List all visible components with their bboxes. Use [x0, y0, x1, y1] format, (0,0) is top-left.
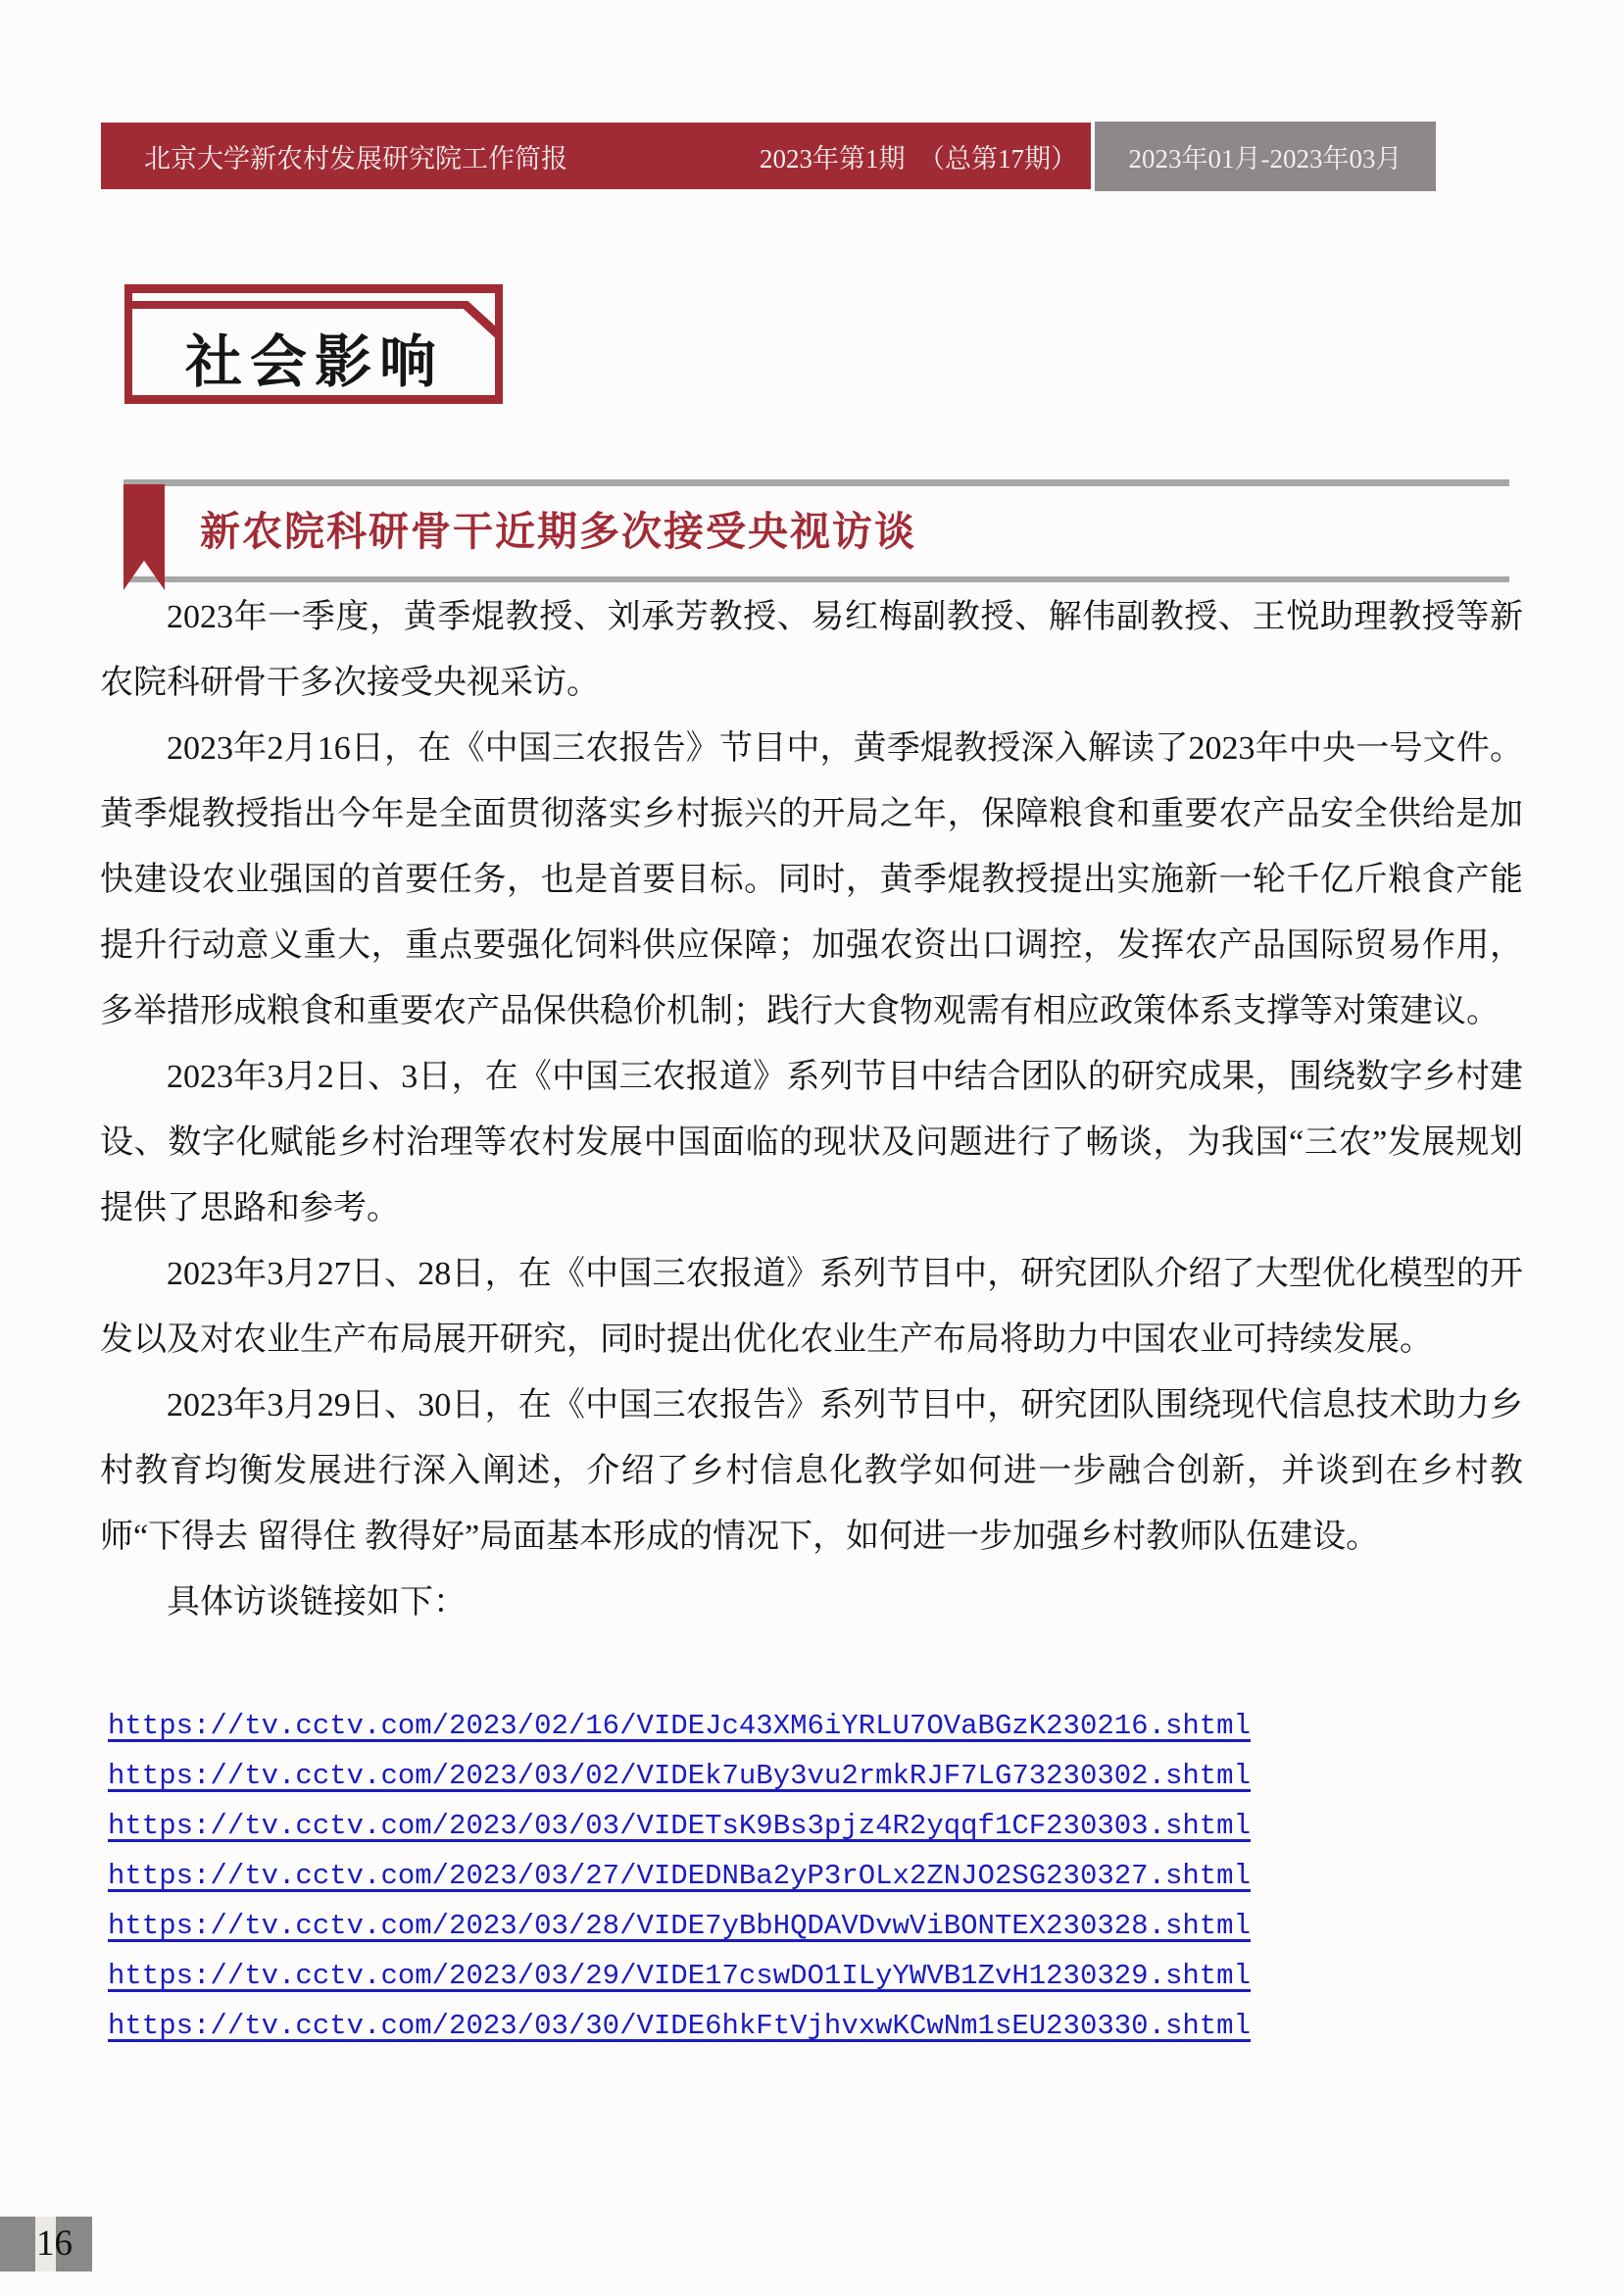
video-link[interactable]: https://tv.cctv.com/2023/03/30/VIDE6hkFtVjhvxwKCwNm1sEU230330.shtml — [108, 2010, 1251, 2042]
period-range: 2023年01月-2023年03月 — [1128, 144, 1403, 174]
article-title: 新农院科研骨干近期多次接受央视访谈 — [200, 509, 916, 554]
issue-number: 2023年第1期 （总第17期） — [760, 143, 1077, 174]
header-rule-top — [123, 479, 1509, 486]
video-link[interactable]: https://tv.cctv.com/2023/03/03/VIDETsK9Bs3pjz4R2yqqf1CF230303.shtml — [108, 1810, 1251, 1842]
page-number-block — [0, 2217, 92, 2271]
video-link[interactable]: https://tv.cctv.com/2023/03/02/VIDEk7uBy3vu2rmkRJF7LG73230302.shtml — [108, 1760, 1251, 1792]
header-rule-bottom — [123, 576, 1509, 582]
video-link[interactable]: https://tv.cctv.com/2023/03/29/VIDE17cswDO1ILyYWVB1ZvH1230329.shtml — [108, 1960, 1251, 1992]
video-link[interactable]: https://tv.cctv.com/2023/03/27/VIDEDNBa2yP3rOLx2ZNJO2SG230327.shtml — [108, 1860, 1251, 1892]
article-paragraph: 2023年3月2日、3日，在《中国三农报道》系列节目中结合团队的研究成果，围绕数字乡村建设、数字化赋能乡村治理等农村发展中国面临的现状及问题进行了畅谈，为我国“三农”发展规划提供了思路和参考。 — [100, 1059, 1523, 1226]
section-banner-title: 社会影响 — [184, 330, 444, 394]
article-paragraph: 2023年3月27日、28日，在《中国三农报道》系列节目中，研究团队介绍了大型优化模型的开发以及对农业生产布局展开研究，同时提出优化农业生产布局将助力中国农业可持续发展。 — [100, 1256, 1523, 1358]
video-link[interactable]: https://tv.cctv.com/2023/03/28/VIDE7yBbHQDAVDvwViBONTEX230328.shtml — [108, 1910, 1251, 1942]
article-paragraph: 2023年2月16日，在《中国三农报告》节目中，黄季焜教授深入解读了2023年中央一号文件。黄季焜教授指出今年是全面贯彻落实乡村振兴的开局之年，保障粮食和重要农产品安全供给是加快建设农业强国的首要任务，也是首要目标。同时，黄季焜教授提出实施新一轮千亿斤粮食产能提升行动意义重大，重点要强化饲料供应保障；加强农资出口调控，发挥农产品国际贸易作用，多举措形成粮食和重要农产品保供稳价机制；践行大食物观需有相应政策体系支撑等对策建议。 — [100, 730, 1523, 1029]
article-paragraph: 具体访谈链接如下： — [167, 1584, 467, 1621]
bookmark-ribbon-icon — [123, 484, 165, 590]
period-bar — [1095, 122, 1436, 191]
section-banner — [124, 284, 505, 406]
video-link[interactable]: https://tv.cctv.com/2023/02/16/VIDEJc43XM6iYRLU7OVaBGzK230216.shtml — [108, 1710, 1251, 1742]
header-bar — [101, 123, 1091, 189]
article-paragraph: 2023年一季度，黄季焜教授、刘承芳教授、易红梅副教授、解伟副教授、王悦助理教授等新农院科研骨干多次接受央视采访。 — [100, 599, 1523, 701]
interview-links-list — [108, 1701, 1251, 2051]
article-paragraph: 2023年3月29日、30日，在《中国三农报告》系列节目中，研究团队围绕现代信息技术助力乡村教育均衡发展进行深入阐述，介绍了乡村信息化教学如何进一步融合创新，并谈到在乡村教师“下得去 留得住 教得好”局面基本形成的情况下，如何进一步加强乡村教师队伍建设。 — [100, 1387, 1523, 1555]
article-body — [100, 584, 1523, 1635]
publication-title: 北京大学新农村发展研究院工作简报 — [144, 143, 567, 174]
page-number: 16 — [36, 2223, 73, 2264]
